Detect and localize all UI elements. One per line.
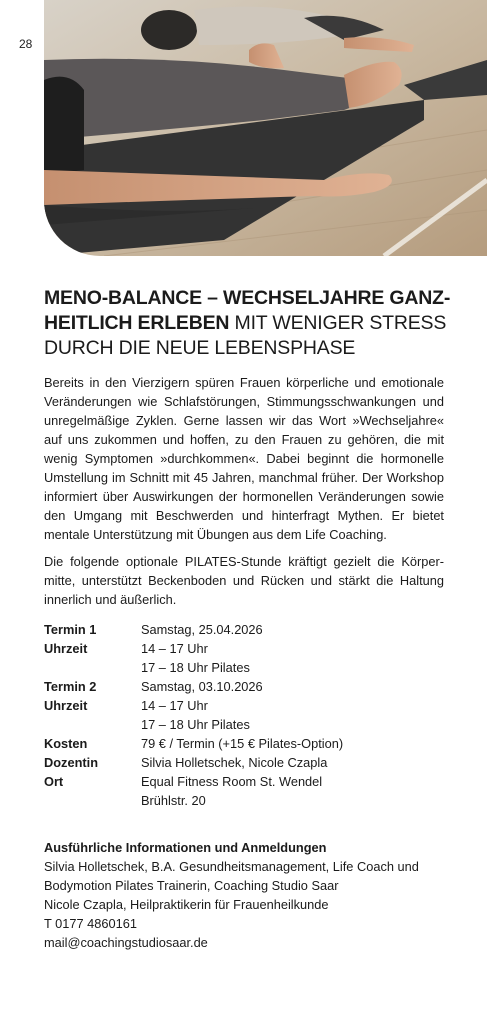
hero-photo-relaxation — [44, 0, 487, 256]
contact-phone: T 0177 4860161 — [44, 916, 137, 931]
detail-value: 17 – 18 Uhr Pilates — [141, 660, 250, 675]
detail-row — [44, 696, 444, 715]
detail-value: Equal Fitness Room St. Wendel — [141, 774, 323, 789]
detail-label: Uhrzeit — [44, 641, 88, 656]
detail-value: 14 – 17 Uhr — [141, 641, 208, 656]
headline-regular-part: MIT WENIGER STRESS DURCH DIE NEUE LEBENSPHASE — [44, 312, 447, 359]
detail-label — [44, 791, 141, 810]
detail-row — [44, 791, 444, 810]
article-headline — [44, 286, 464, 361]
detail-label: Ort — [44, 774, 64, 789]
article-body — [44, 373, 444, 617]
contact-email: mail@coachingstudiosaar.de — [44, 935, 208, 950]
detail-value: Brühlstr. 20 — [141, 793, 206, 808]
detail-label: Kosten — [44, 736, 88, 751]
contact-line: Bodymotion Pilates Trainerin, Coaching Studio Saar — [44, 878, 339, 893]
detail-label: Dozentin — [44, 755, 99, 770]
detail-row — [44, 677, 444, 696]
detail-label — [44, 658, 141, 677]
page-number: 28 — [19, 37, 33, 51]
contact-title: Ausführliche Informationen und Anmeldungen — [44, 840, 327, 855]
detail-value: 17 – 18 Uhr Pilates — [141, 717, 250, 732]
detail-value: Samstag, 03.10.2026 — [141, 679, 263, 694]
contact-line: Nicole Czapla, Heilpraktikerin für Frauenheilkunde — [44, 897, 329, 912]
detail-row — [44, 658, 444, 677]
body-paragraph: Bereits in den Vierzigern spüren Frauen körperliche und emotionale Veränderungen wie Schlafstörungen, Stimmungsschwankungen und unregelmäßige Zyklen. Gerne lassen wir das Wort »Wechseljahre« auf uns zukommen und hoffen, zu den Frauen zu gehören, die mit wenig Symptomen »durchkommen«. Dabei beginnt die hormonelle Umstellung im Schnitt mit 45 Jahren, manchmal früher. Der Workshop informiert über Auswirkungen der hormonellen Veränderungen sowie den Umgang mit Beschwerden und hinterfragt Mythen. Er bietet mentale Unterstützung mit Übungen aus dem Life Coaching. — [44, 375, 444, 542]
contact-line: Silvia Holletschek, B.A. Gesundheitsmanagement, Life Coach und — [44, 859, 419, 874]
detail-value: 79 € / Termin (+15 € Pilates-Option) — [141, 736, 344, 751]
detail-row — [44, 734, 444, 753]
detail-row — [44, 639, 444, 658]
body-paragraph: Die folgende optionale PILATES-Stunde kräftigt gezielt die Körpermitte, unterstützt Beckenboden und Rücken und stärkt die Haltung innerlich und äußerlich. — [44, 554, 444, 607]
detail-value: Silvia Holletschek, Nicole Czapla — [141, 755, 328, 770]
detail-row — [44, 772, 444, 791]
detail-value: 14 – 17 Uhr — [141, 698, 208, 713]
detail-row — [44, 715, 444, 734]
detail-row — [44, 620, 444, 639]
detail-label — [44, 715, 141, 734]
event-details — [44, 620, 444, 810]
hero-photo-illustration — [44, 0, 487, 256]
headline-bold-part: MENO-BALANCE – WECHSELJAHRE GANZHEITLICH ERLEBEN — [44, 287, 451, 334]
detail-label: Uhrzeit — [44, 698, 88, 713]
detail-label: Termin 2 — [44, 679, 97, 694]
contact-block — [44, 838, 464, 952]
detail-value: Samstag, 25.04.2026 — [141, 622, 263, 637]
detail-label: Termin 1 — [44, 622, 97, 637]
detail-row — [44, 753, 444, 772]
